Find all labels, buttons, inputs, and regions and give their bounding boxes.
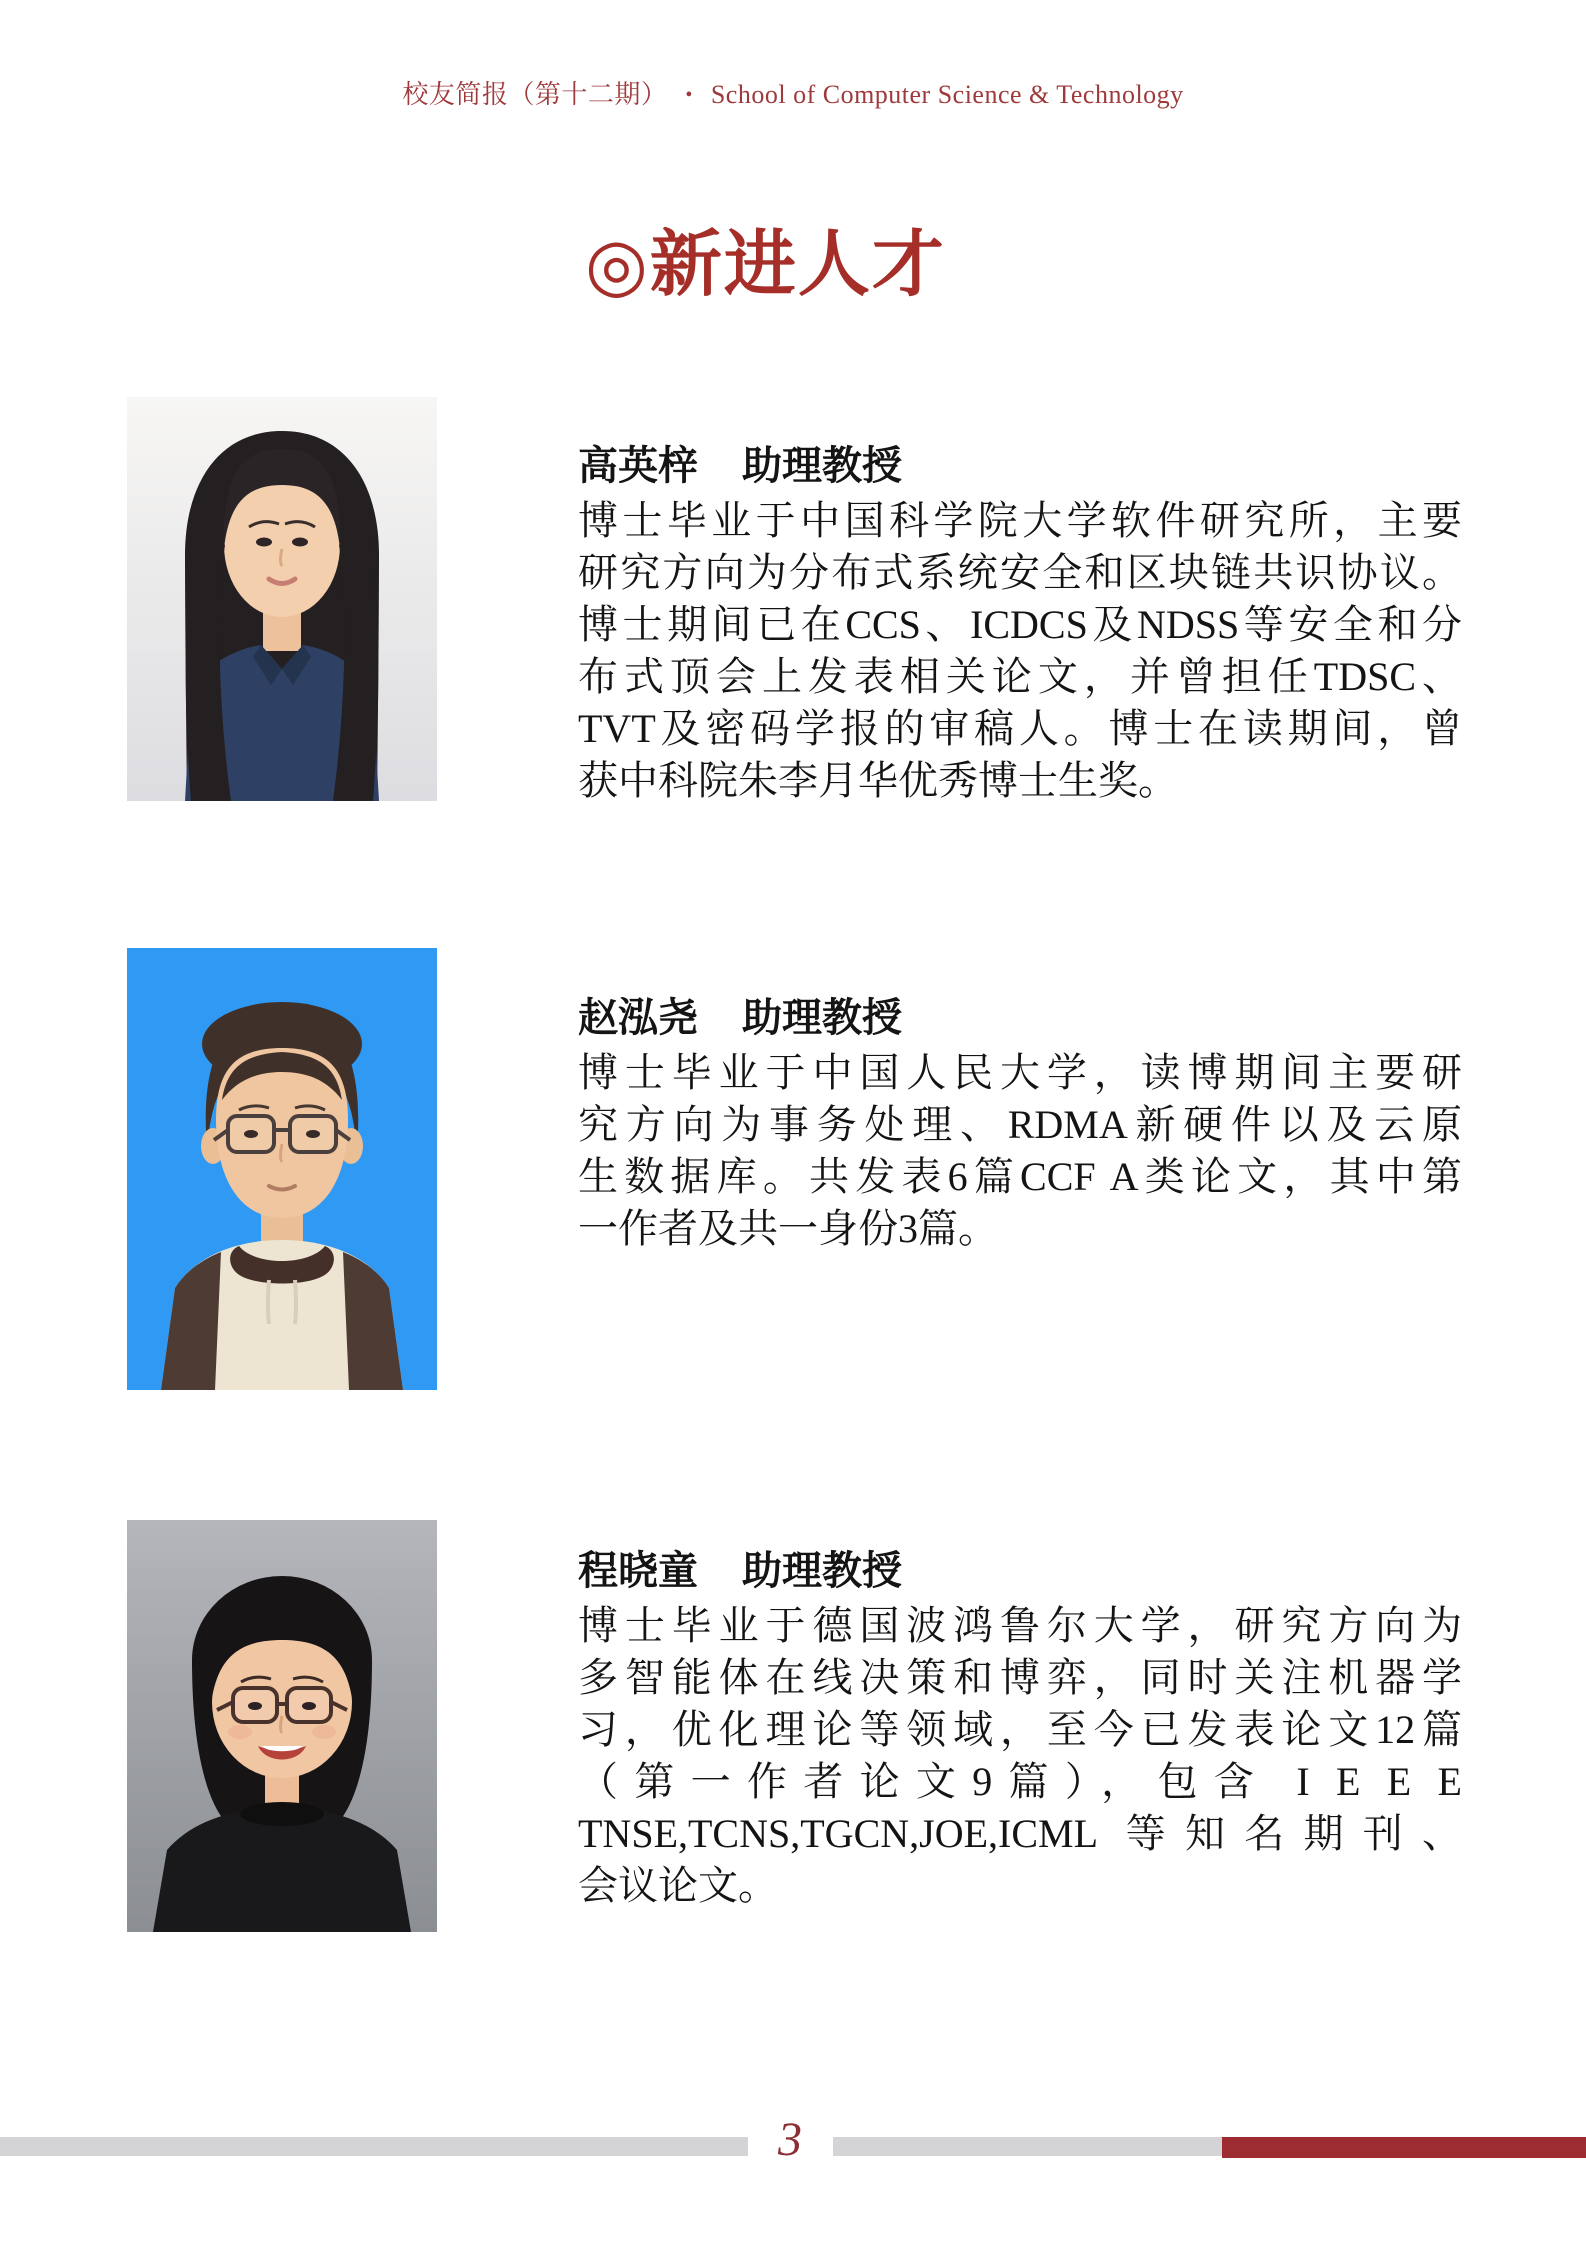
header-separator-dot: •: [685, 84, 693, 106]
bio-line: 一作者及共一身份3篇。: [578, 1206, 998, 1251]
bio-line: 会议论文。: [578, 1863, 778, 1908]
professor-title: 助理教授: [742, 443, 902, 488]
profile-1-text: [578, 441, 1462, 807]
bio-line: 博士期间已在CCS、ICDCS及NDSS等安全和分: [578, 602, 1462, 647]
bio-line: 博士毕业于中国人民大学，读博期间主要研: [578, 1050, 1462, 1095]
portrait-man-glasses-blue: [127, 948, 437, 1390]
footer-bar-left: [0, 2137, 748, 2156]
profile-2-text: [578, 993, 1462, 1255]
bio-line: （第一作者论文9篇），包含 I E E E: [578, 1759, 1462, 1804]
bio-line: TVT及密码学报的审稿人。博士在读期间，曾: [578, 706, 1462, 751]
profile-photo-2: [127, 948, 437, 1390]
footer-bar-red: [1222, 2137, 1586, 2158]
bio-line: 多智能体在线决策和博弈，同时关注机器学: [578, 1655, 1462, 1700]
profile-1-name-line: [578, 441, 1462, 495]
professor-title: 助理教授: [742, 1548, 902, 1593]
portrait-woman-glasses-gray: [127, 1520, 437, 1932]
bio-line: TNSE,TCNS,TGCN,JOE,ICML 等知名期刊、: [578, 1811, 1462, 1856]
profile-photo-1: [127, 397, 437, 801]
page-number: 3: [778, 2113, 802, 2166]
bio-line: 生数据库。共发表6篇CCF A类论文，其中第: [578, 1154, 1462, 1199]
bio-line: 习，优化理论等领域，至今已发表论文12篇: [578, 1707, 1462, 1752]
professor-title: 助理教授: [742, 995, 902, 1040]
bio-line: 究方向为事务处理、RDMA新硬件以及云原: [578, 1102, 1462, 1147]
professor-name: 赵泓尧: [578, 995, 698, 1040]
section-title: ◎新进人才: [585, 225, 946, 305]
bio-line: 博士毕业于中国科学院大学软件研究所，主要: [578, 498, 1462, 543]
portrait-woman-navy-shirt: [127, 397, 437, 801]
header-school-label: School of Computer Science & Technology: [710, 80, 1184, 109]
bio-line: 研究方向为分布式系统安全和区块链共识协议。: [578, 550, 1462, 595]
professor-name: 程晓童: [578, 1548, 698, 1593]
footer-bar-middle: [833, 2137, 1222, 2156]
professor-name: 高英梓: [578, 443, 698, 488]
profile-2-name-line: [578, 993, 1462, 1047]
bio-line: 博士毕业于德国波鸿鲁尔大学，研究方向为: [578, 1603, 1462, 1648]
page-header: [0, 74, 1586, 111]
bio-line: 获中科院朱李月华优秀博士生奖。: [578, 758, 1178, 803]
profile-3-text: [578, 1546, 1462, 1912]
profile-3-name-line: [578, 1546, 1462, 1600]
bio-line: 布式顶会上发表相关论文，并曾担任TDSC、: [578, 654, 1462, 699]
header-issue-label: 校友简报（第十二期）: [402, 80, 668, 109]
profile-photo-3: [127, 1520, 437, 1932]
